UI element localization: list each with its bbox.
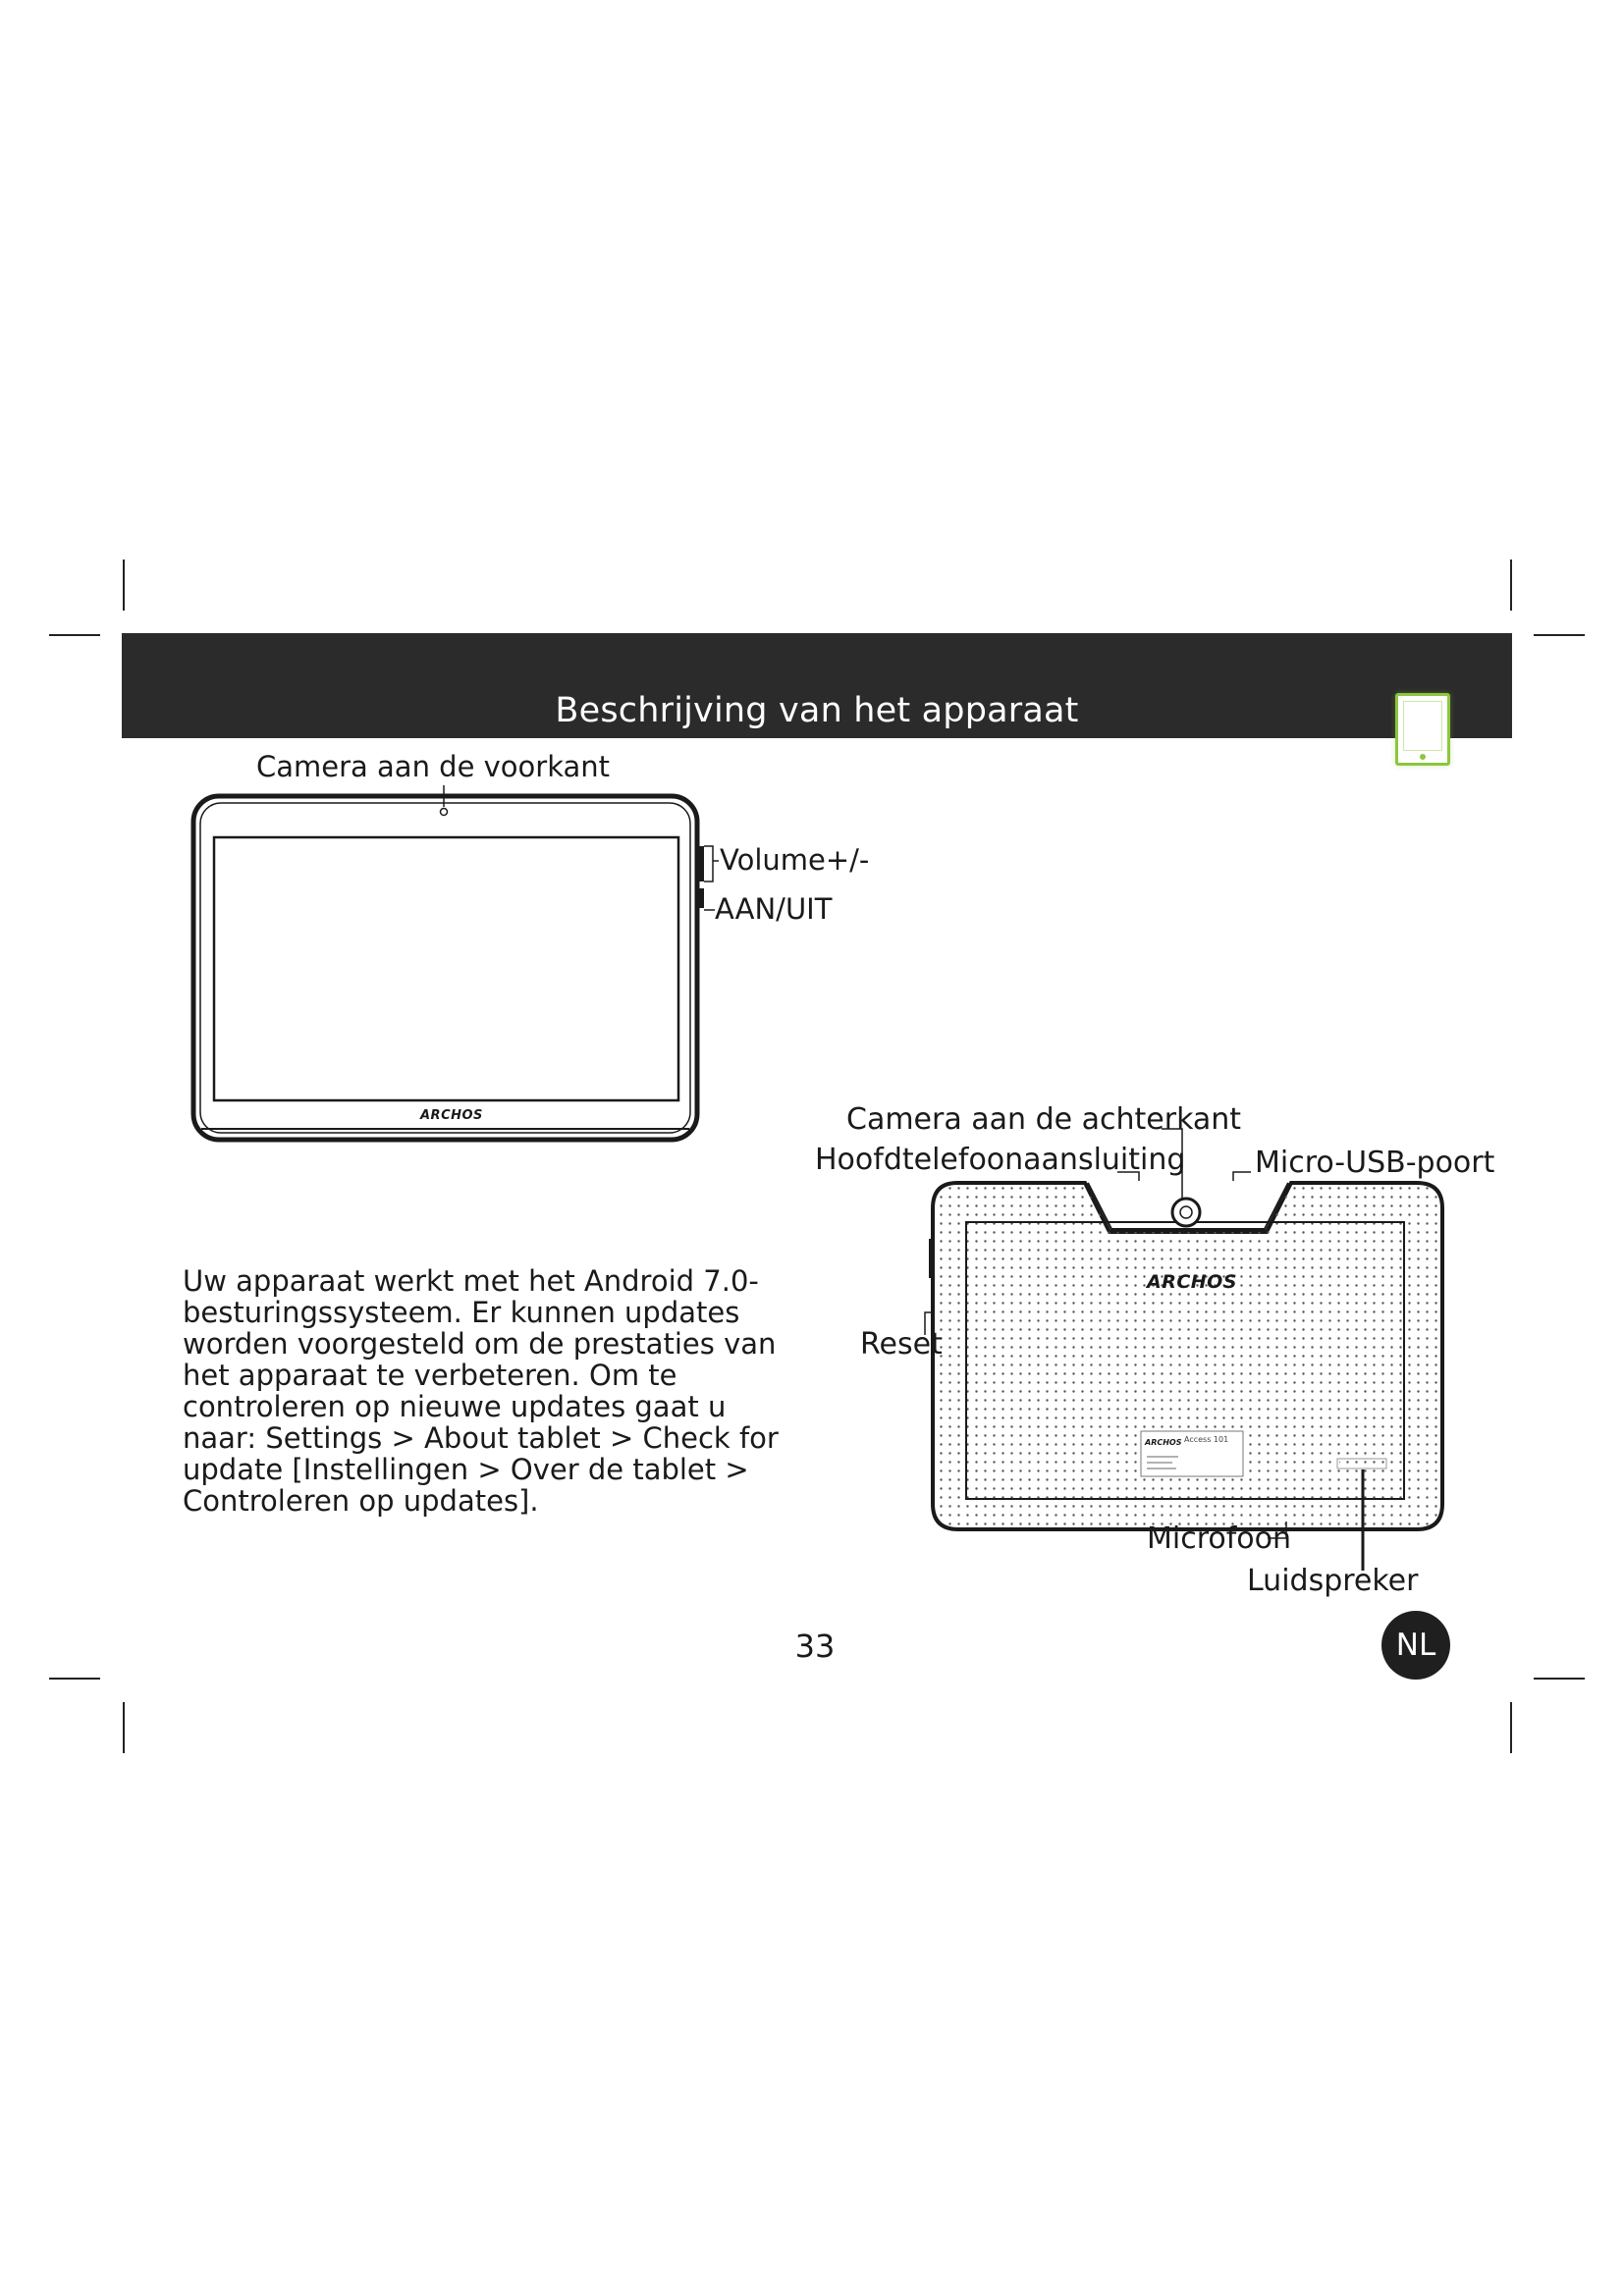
back-brand-logo: ARCHOS xyxy=(1147,1271,1238,1293)
front-brand-logo: ARCHOS xyxy=(420,1108,483,1123)
sticker-brand: ARCHOS xyxy=(1145,1438,1182,1447)
headphone-jack-label: Hoofdtelefoonaansluiting xyxy=(815,1143,1186,1177)
page-title: Beschrijving van het apparaat xyxy=(555,691,1079,730)
page-number: 33 xyxy=(794,1628,836,1665)
sticker-model: Access 101 xyxy=(1184,1435,1229,1444)
reset-label: Reset xyxy=(860,1327,943,1362)
language-badge: NL xyxy=(1381,1611,1450,1680)
volume-label: Volume+/- xyxy=(720,843,870,877)
rear-camera-label: Camera aan de achterkant xyxy=(846,1102,1242,1137)
front-camera-label: Camera aan de voorkant xyxy=(256,750,611,783)
description-paragraph: Uw apparaat werkt met het Android 7.0-besturingssysteem. Er kunnen updates worden voorgesteld om de prestaties van het apparaat te verbeteren. Om te controleren op nieuwe updates gaat u naar: Settings > About tablet > Check for update [Instellingen > Over de tablet > Controleren op updates]. xyxy=(183,1264,779,1518)
micro-usb-label: Micro-USB-poort xyxy=(1255,1146,1495,1180)
power-label: AAN/UIT xyxy=(715,892,833,926)
microphone-label: Microfoon xyxy=(1147,1522,1292,1556)
speaker-label: Luidspreker xyxy=(1247,1564,1419,1598)
